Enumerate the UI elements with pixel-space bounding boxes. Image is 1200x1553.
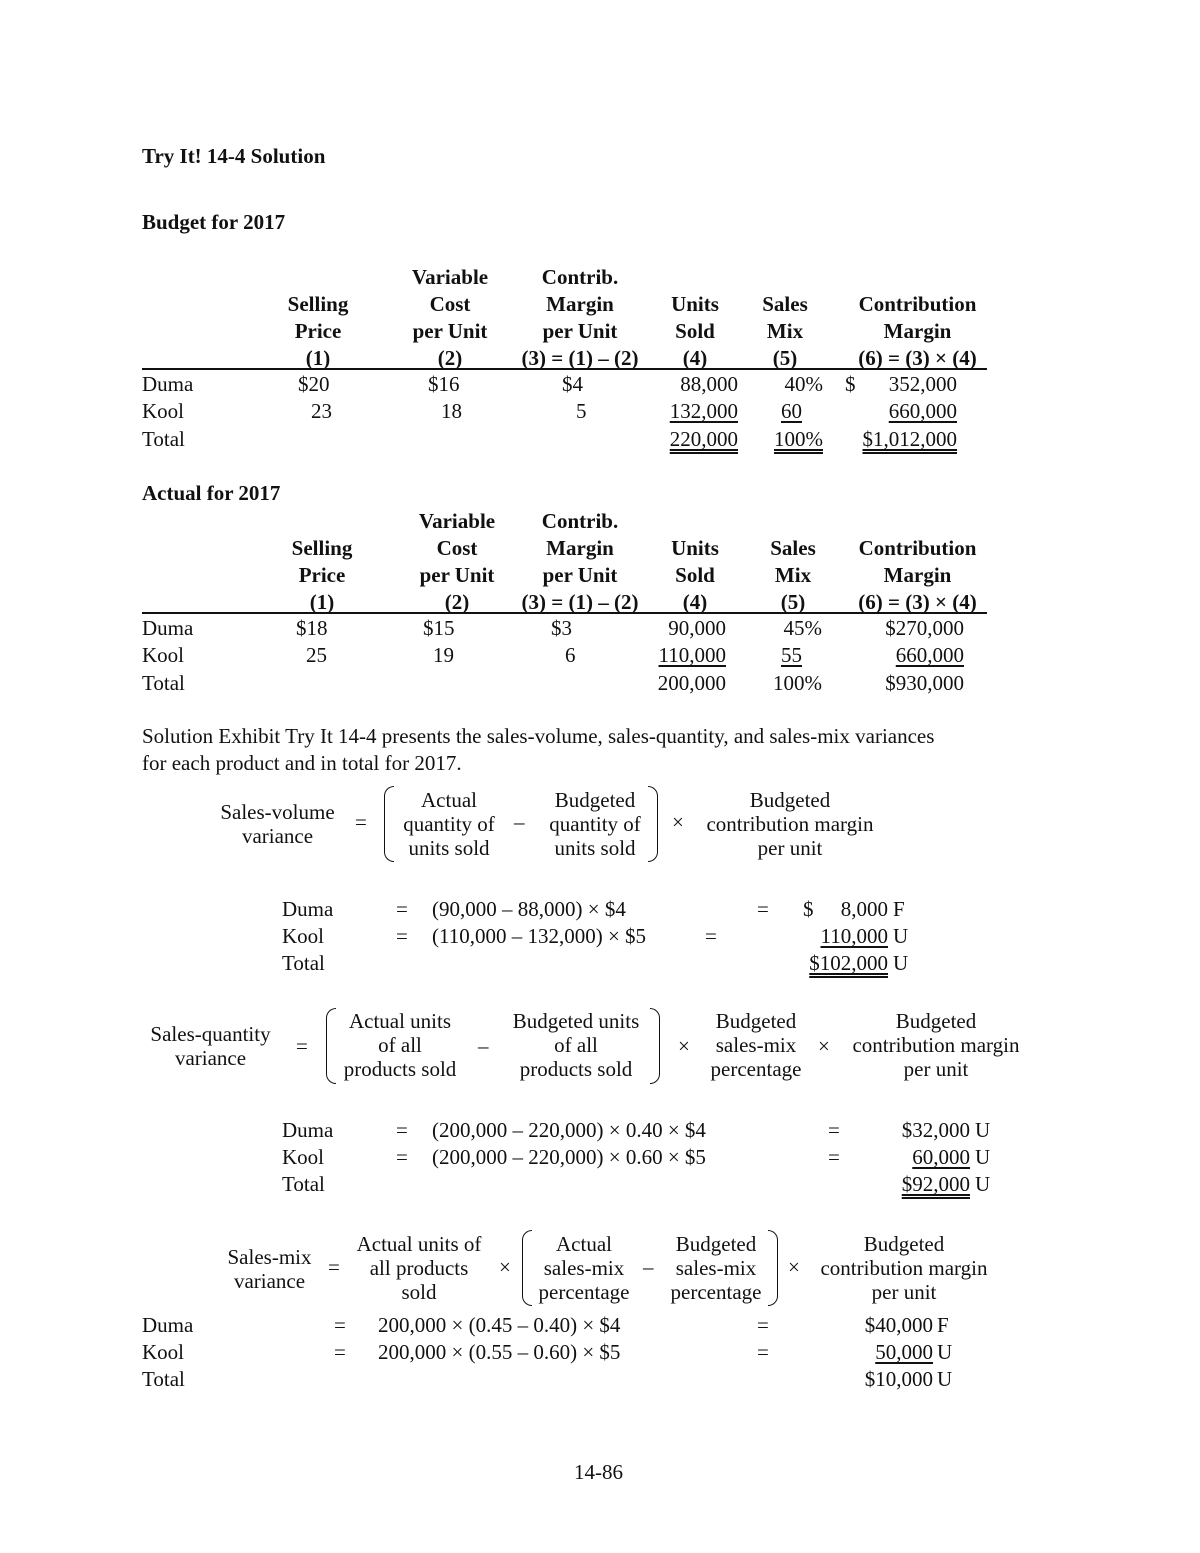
sales-quantity-label: Sales-quantity variance bbox=[150, 1022, 271, 1070]
actual-col-cm: Contrib. Margin per Unit (3) = (1) – (2) bbox=[521, 509, 639, 614]
sales-mix-label: Sales-mix variance bbox=[227, 1245, 312, 1293]
sales-volume-label: Sales-volume variance bbox=[220, 800, 335, 848]
budget-col-price: Selling Price (1) bbox=[287, 292, 349, 370]
actual-col-total: Contribution Margin (6) = (3) × (4) bbox=[858, 536, 977, 614]
actual-col-varcost: Variable Cost per Unit (2) bbox=[418, 509, 496, 614]
actual-header-rule bbox=[142, 612, 987, 614]
budget-heading: Budget for 2017 bbox=[142, 210, 286, 234]
budget-col-units: Units Sold (4) bbox=[671, 292, 719, 370]
page-number: 14-86 bbox=[574, 1460, 623, 1484]
budget-header-rule bbox=[142, 368, 987, 370]
budget-col-mix: Sales Mix (5) bbox=[762, 292, 808, 370]
actual-col-units: Units Sold (4) bbox=[671, 536, 719, 614]
right-paren bbox=[768, 1230, 778, 1306]
actual-col-price: Selling Price (1) bbox=[291, 536, 353, 614]
budget-col-varcost: Variable Cost per Unit (2) bbox=[411, 265, 489, 370]
actual-col-mix: Sales Mix (5) bbox=[770, 536, 816, 614]
budget-col-total: Contribution Margin (6) = (3) × (4) bbox=[858, 292, 977, 370]
right-paren bbox=[648, 786, 658, 862]
budget-col-cm: Contrib. Margin per Unit (3) = (1) – (2) bbox=[521, 265, 639, 370]
page-title: Try It! 14-4 Solution bbox=[142, 144, 326, 168]
right-paren bbox=[650, 1008, 660, 1084]
actual-heading: Actual for 2017 bbox=[142, 481, 281, 505]
